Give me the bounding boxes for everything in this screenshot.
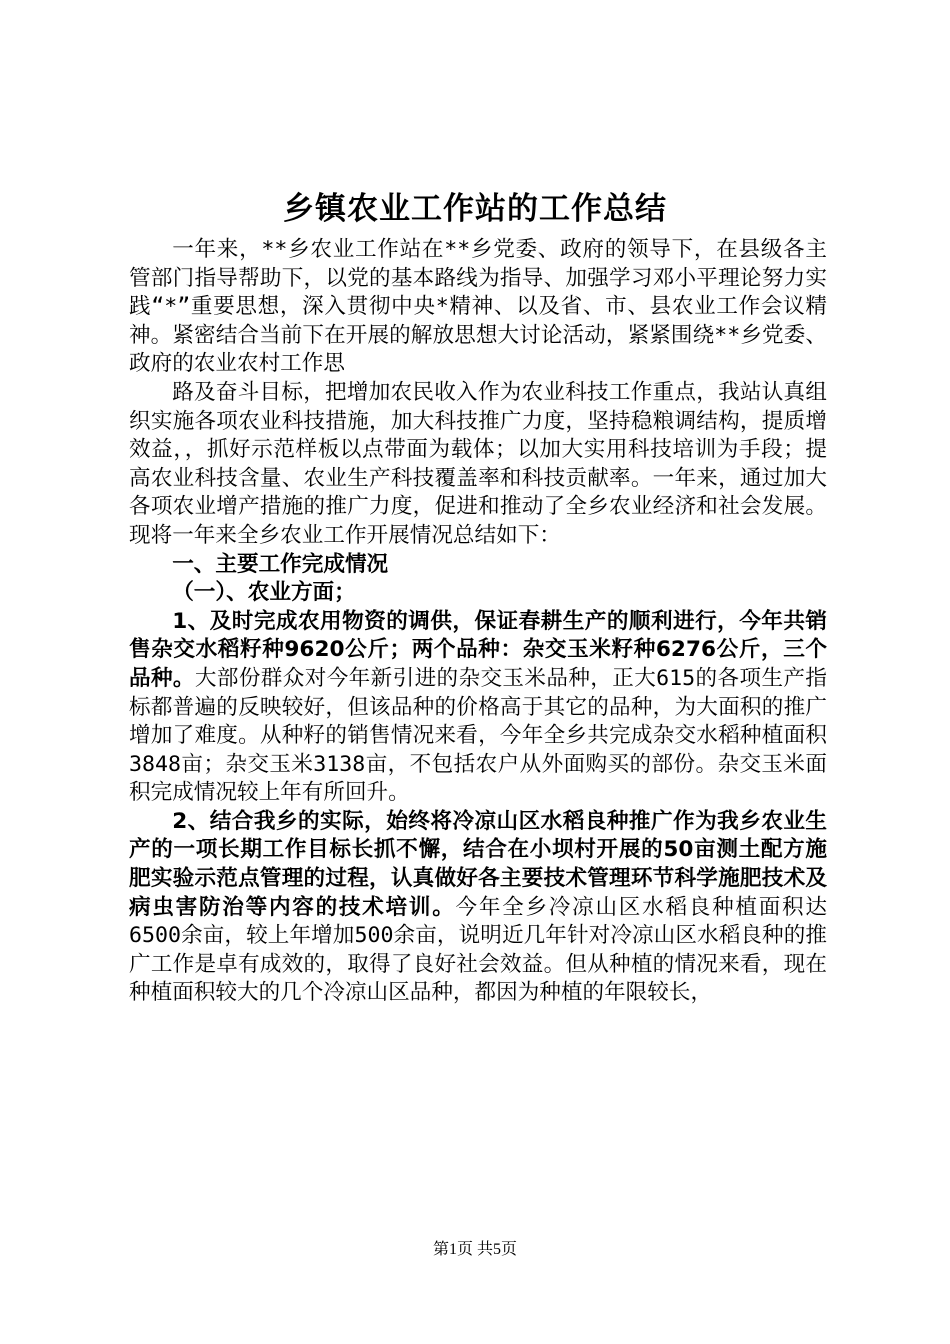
paragraph-item-2 (129, 808, 827, 1008)
document-title: 乡镇农业工作站的工作总结 (283, 191, 667, 227)
item-2-emphasis: 2、结合我乡的实际，始终将冷凉山区水稻良种推广作为我乡农业生产的一项长期工作目标长抓不懈，结合在小坝村开展的50亩测土配方施肥实验示范点管理的过程，认真做好各主要技术管理环节科学施肥技术及病虫害防治等内容的技术培训。 (129, 808, 827, 920)
page-footer: 第1页 共5页 (432, 1241, 517, 1258)
paragraph-item-1 (129, 608, 827, 808)
item-1-text: 大部份群众对今年新引进的杂交玉米品种，正大615的各项生产指标都普遍的反映较好，但该品种的价格高于其它的品种，为大面积的推广增加了难度。从种籽的销售情况来看，今年全乡共完成杂交水稻种植面积3848亩；杂交玉米3138亩，不包括农户从外面购买的部份。杂交玉米面积完成情况较上年有所回升。 (129, 665, 827, 806)
document-body (129, 236, 827, 1008)
section-heading: 一、主要工作完成情况 (172, 551, 389, 577)
paragraph-continuation: 路及奋斗目标，把增加农民收入作为农业科技工作重点，我站认真组织实施各项农业科技措施，加大科技推广力度，坚持稳粮调结构，提质增效益，，抓好示范样板以点带面为载体；以加大实用科技培训为手段；提高农业科技含量、农业生产科技覆盖率和科技贡献率。一年来，通过加大各项农业增产措施的推广力度，促进和推动了全乡农业经济和社会发展。现将一年来全乡农业工作开展情况总结如下： (129, 379, 827, 548)
subsection-heading: （一）、农业方面； (172, 580, 356, 606)
item-1-emphasis: 1、及时完成农用物资的调供，保证春耕生产的顺利进行，今年共销售杂交水稻籽种9620公斤；两个品种：杂交玉米籽种6276公斤，三个品种。 (129, 608, 827, 691)
item-2-text: 今年全乡冷凉山区水稻良种植面积达6500余亩，较上年增加500余亩，说明近几年针对冷凉山区水稻良种的推广工作是卓有成效的，取得了良好社会效益。但从种植的情况来看，现在种植面积较大的几个冷凉山区品种，都因为种植的年限较长， (129, 894, 827, 1006)
paragraph-intro: 一年来，**乡农业工作站在**乡党委、政府的领导下，在县级各主管部门指导帮助下，以党的基本路线为指导、加强学习邓小平理论努力实践“*”重要思想，深入贯彻中央*精神、以及省、市、县农业工作会议精神。紧密结合当前下在开展的解放思想大讨论活动，紧紧围绕**乡党委、政府的农业农村工作思 (129, 237, 827, 377)
